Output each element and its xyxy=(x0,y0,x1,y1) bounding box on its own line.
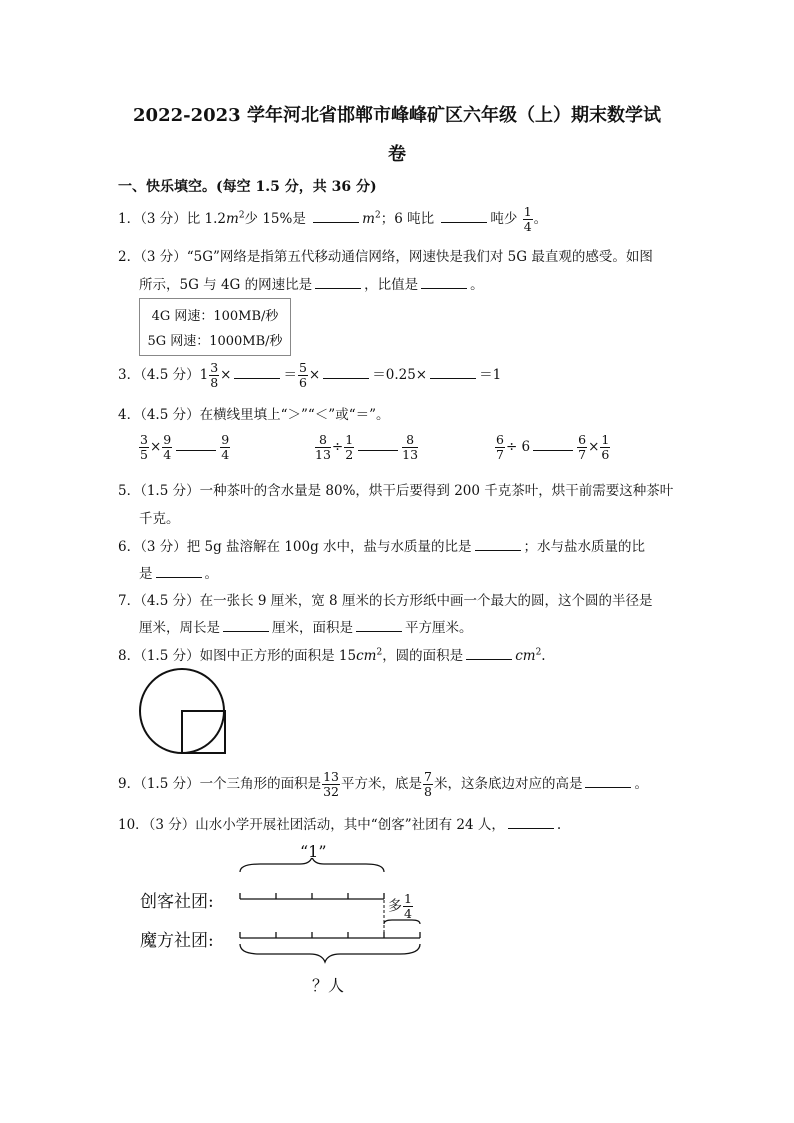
answer-blank[interactable] xyxy=(315,276,361,289)
answer-blank[interactable] xyxy=(313,210,359,223)
answer-blank[interactable] xyxy=(466,647,512,660)
more-label: 多 $\frac{1}{4}$ xyxy=(388,891,412,921)
compare-b: $\frac{8}{13}$ ÷ $\frac{1}{2}$ $\frac{8}{13}$ xyxy=(315,432,419,462)
segment-diagram xyxy=(230,858,430,978)
question-7-line2: 厘米，周长是 厘米，面积是 平方厘米。 xyxy=(139,620,473,636)
question-1: 1．（3 分）比 $1.2m^2$少 15%是 $m^2$；6 吨比 吨少 $\frac{1}{4}$ 。 xyxy=(118,204,548,234)
question-9: 9．（1.5 分）一个三角形的面积是 $\frac{13}{32}$ 平方米，底是 $\frac{7}{8}$ 米，这条底边对应的高是 。 xyxy=(118,769,648,799)
compare-a: $\frac{3}{5}$ × $\frac{9}{4}$ $\frac{9}{4}$ xyxy=(140,432,230,462)
speed-4g: 4G 网速：100MB/秒 xyxy=(151,309,279,324)
question-6-line2: 是 。 xyxy=(139,566,218,582)
answer-blank[interactable] xyxy=(475,538,521,551)
speed-5g: 5G 网速：1000MB/秒 xyxy=(147,334,283,349)
question-5-line2: 千克。 xyxy=(139,511,180,527)
row-label-maker: 创客社团: xyxy=(140,892,214,912)
answer-blank[interactable] xyxy=(430,366,476,379)
question-2-line1: 2．（3 分）“5G”网络是指第五代移动通信网络，网速快是我们对 5G 最直观的感受。如图 xyxy=(118,249,653,265)
fraction: $\frac{3}{8}$ xyxy=(210,360,219,390)
question-5-line1: 5．（1.5 分）一种茶叶的含水量是 80%，烘干后要得到 200 千克茶叶，烘干前需要这种茶叶 xyxy=(118,483,674,499)
question-4: 4．（4.5 分）在横线里填上“＞”“＜”或“＝”。 xyxy=(118,407,390,423)
page-title: 2022-2023 学年河北省邯郸市峰峰矿区六年级（上）期末数学试 xyxy=(133,105,661,126)
fraction: $\frac{7}{8}$ xyxy=(424,769,432,799)
answer-blank[interactable] xyxy=(223,619,269,632)
answer-blank[interactable] xyxy=(358,438,398,451)
answer-blank[interactable] xyxy=(323,366,369,379)
compare-c: $\frac{6}{7}$ ÷ 6 $\frac{6}{7}$ × $\frac{1}{6}$ xyxy=(496,432,610,462)
answer-blank[interactable] xyxy=(533,438,573,451)
answer-blank[interactable] xyxy=(356,619,402,632)
row-label-cube: 魔方社团: xyxy=(140,931,214,951)
question-7-line1: 7．（4.5 分）在一张长 9 厘米，宽 8 厘米的长方形纸中画一个最大的圆，这个圆的半径是 xyxy=(118,593,653,609)
answer-blank[interactable] xyxy=(508,816,554,829)
bottom-label: ？人 xyxy=(312,976,345,995)
fraction: $\frac{5}{6}$ xyxy=(298,360,307,390)
question-3: 3．（4.5 分）1 $\frac{3}{8}$ × ＝ $\frac{5}{6}$ × ＝0.25× ＝1 xyxy=(118,360,502,390)
answer-blank[interactable] xyxy=(585,775,631,788)
question-8: 8．（1.5 分）如图中正方形的面积是 $15cm^2$，圆的面积是 $cm^2$. xyxy=(118,647,546,664)
answer-blank[interactable] xyxy=(156,565,202,578)
fraction: $\frac{1}{4}$ xyxy=(523,204,532,234)
question-2-line2: 所示，5G 与 4G 的网速比是 ，比值是 。 xyxy=(139,277,484,293)
speed-info-box xyxy=(139,298,291,356)
section-heading: 一、快乐填空。(每空 1.5 分，共 36 分) xyxy=(118,179,377,195)
answer-blank[interactable] xyxy=(234,366,280,379)
question-6-line1: 6．（3 分）把 5g 盐溶解在 100g 水中，盐与水质量的比是 ；水与盐水质量的比 xyxy=(118,539,646,555)
answer-blank[interactable] xyxy=(421,276,467,289)
page-title-cont: 卷 xyxy=(388,144,406,165)
question-10: 10．（3 分）山水小学开展社团活动，其中“创客”社团有 24 人， . xyxy=(118,817,562,833)
fraction: $\frac{13}{32}$ xyxy=(323,769,340,799)
answer-blank[interactable] xyxy=(176,438,216,451)
answer-blank[interactable] xyxy=(441,210,487,223)
figure-label-one: “1” xyxy=(300,842,327,861)
circle-square-figure xyxy=(138,665,238,760)
